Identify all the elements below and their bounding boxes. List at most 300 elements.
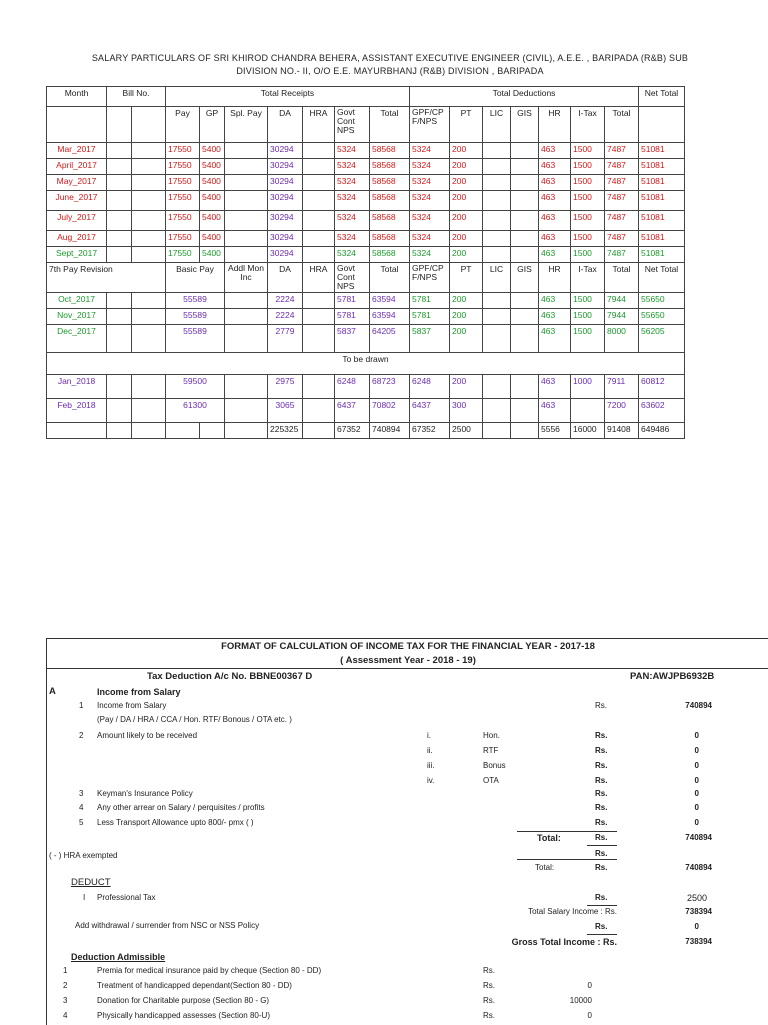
- sub-name: Bonus: [483, 761, 506, 770]
- ded-cell: 7200: [605, 399, 639, 423]
- table-row: [47, 293, 685, 309]
- bill-cell: [132, 231, 166, 247]
- ded-cell: 7487: [605, 143, 639, 159]
- gis-cell: [511, 293, 539, 309]
- sub-value: 0: [694, 746, 699, 755]
- income-salary-value: 740894: [685, 701, 712, 710]
- lic-cell: [483, 175, 511, 191]
- gpf-cell: 5837: [410, 325, 450, 353]
- table-row: [47, 325, 685, 353]
- hr-cell: 463: [539, 159, 571, 175]
- total-cell: 58568: [370, 175, 410, 191]
- bill-cell: [132, 399, 166, 423]
- ded-cell: 7487: [605, 231, 639, 247]
- rs-label: Rs.: [595, 701, 607, 710]
- total-salary-income-label: Total Salary Income : Rs.: [528, 907, 617, 916]
- rev-itax: I-Tax: [571, 263, 605, 293]
- hr-cell: 463: [539, 399, 571, 423]
- adm-text: Premia for medical insurance paid by cheque (Section 80 - DD): [97, 966, 322, 975]
- pt-cell: 200: [450, 375, 483, 399]
- gis-cell: [511, 211, 539, 231]
- net-cell: 56205: [639, 325, 685, 353]
- adm-value: 10000: [569, 996, 592, 1005]
- total-da: 225325: [268, 423, 303, 439]
- hdr-net: Net Total: [639, 87, 685, 107]
- basic-pay-cell: 55589: [166, 309, 225, 325]
- ded-cell: 7487: [605, 191, 639, 211]
- pt-cell: 200: [450, 191, 483, 211]
- gp-cell: 5400: [200, 231, 225, 247]
- bill-cell: [107, 159, 132, 175]
- hdr-pt: PT: [450, 107, 483, 143]
- hra-cell: [303, 231, 335, 247]
- rev-hra: HRA: [303, 263, 335, 293]
- ded-cell: 8000: [605, 325, 639, 353]
- gp-cell: 5400: [200, 247, 225, 263]
- table-row: [47, 309, 685, 325]
- item-no: 3: [79, 789, 84, 798]
- rs-label: Rs.: [595, 803, 608, 812]
- total1-value: 740894: [685, 833, 712, 842]
- add-withdrawal: Add withdrawal / surrender from NSC or NSS Policy: [75, 921, 260, 930]
- gpf-cell: 5324: [410, 159, 450, 175]
- pt-cell: 200: [450, 159, 483, 175]
- adm-no: 1: [63, 966, 68, 975]
- month-cell: Dec_2017: [47, 325, 107, 353]
- da-cell: 30294: [268, 211, 303, 231]
- bill-cell: [132, 175, 166, 191]
- hdr-hra: HRA: [303, 107, 335, 143]
- adm-text: Physically handicapped assesses (Section 80-U): [97, 1011, 270, 1020]
- hdr-bill: Bill No.: [107, 87, 166, 107]
- hdr-gp: GP: [200, 107, 225, 143]
- lic-cell: [483, 309, 511, 325]
- month-cell: June_2017: [47, 191, 107, 211]
- rev-addl: Addl Mon Inc: [225, 263, 268, 293]
- hra-cell: [303, 247, 335, 263]
- spl-cell: [225, 247, 268, 263]
- hra-cell: [303, 159, 335, 175]
- itax-cell: 1500: [571, 231, 605, 247]
- hr-cell: 463: [539, 231, 571, 247]
- hra-cell: [303, 293, 335, 309]
- title-line-1: SALARY PARTICULARS OF SRI KHIROD CHANDRA BEHERA, ASSISTANT EXECUTIVE ENGINEER (CIVIL), A.E.E. , BARIPADA (R&B) SUB: [91, 53, 689, 63]
- pt-cell: 200: [450, 211, 483, 231]
- lic-cell: [483, 143, 511, 159]
- hdr-spl: Spl. Pay: [225, 107, 268, 143]
- da-cell: 30294: [268, 159, 303, 175]
- net-cell: 51081: [639, 247, 685, 263]
- professional-tax-value: 2500: [686, 893, 707, 903]
- bill-cell: [132, 309, 166, 325]
- table-row: [47, 247, 685, 263]
- month-cell: Oct_2017: [47, 293, 107, 309]
- total-hr: 5556: [539, 423, 571, 439]
- gpf-cell: 6437: [410, 399, 450, 423]
- hdr-total: Total: [370, 107, 410, 143]
- addl-cell: [225, 375, 268, 399]
- total-cell: 63594: [370, 309, 410, 325]
- lic-cell: [483, 211, 511, 231]
- total-itax: 16000: [571, 423, 605, 439]
- ded-cell: 7944: [605, 309, 639, 325]
- sub-value: 0: [694, 776, 699, 785]
- revision-label: 7th Pay Revision: [47, 263, 166, 293]
- month-cell: July_2017: [47, 211, 107, 231]
- spl-cell: [225, 143, 268, 159]
- hr-cell: 463: [539, 293, 571, 309]
- net-cell: 55650: [639, 293, 685, 309]
- gp-cell: 5400: [200, 175, 225, 191]
- net-cell: 63602: [639, 399, 685, 423]
- gis-cell: [511, 143, 539, 159]
- table-row: [47, 143, 685, 159]
- income-salary-sub: (Pay / DA / HRA / CCA / Hon. RTF/ Bonous / OTA etc. ): [97, 715, 292, 724]
- gpf-cell: 5324: [410, 175, 450, 191]
- itax-cell: 1500: [571, 325, 605, 353]
- gpf-cell: 5781: [410, 293, 450, 309]
- da-cell: 30294: [268, 247, 303, 263]
- adm-text: Treatment of handicapped dependant(Section 80 - DD): [97, 981, 292, 990]
- total-pt: 2500: [450, 423, 483, 439]
- sub-name: RTF: [483, 746, 499, 755]
- table-row: [47, 375, 685, 399]
- lic-cell: [483, 247, 511, 263]
- gis-cell: [511, 309, 539, 325]
- month-cell: May_2017: [47, 175, 107, 191]
- gpf-cell: 5324: [410, 211, 450, 231]
- pay-cell: 17550: [166, 159, 200, 175]
- sub-roman: iv.: [427, 776, 435, 785]
- hra-cell: [303, 211, 335, 231]
- basic-pay-cell: 55589: [166, 325, 225, 353]
- spl-cell: [225, 211, 268, 231]
- total-cell: 64205: [370, 325, 410, 353]
- rs-label: Rs.: [483, 1011, 495, 1020]
- itax-cell: [571, 399, 605, 423]
- net-cell: 51081: [639, 159, 685, 175]
- hra-cell: [303, 143, 335, 159]
- rs-label: Rs.: [595, 818, 608, 827]
- itax-cell: 1500: [571, 309, 605, 325]
- lic-cell: [483, 325, 511, 353]
- to-be-drawn: To be drawn: [47, 353, 685, 375]
- deduction-admissible-heading: Deduction Admissible: [71, 952, 166, 962]
- bill-cell: [132, 211, 166, 231]
- addl-cell: [225, 309, 268, 325]
- sub-roman: iii.: [427, 761, 435, 770]
- itax-cell: 1500: [571, 211, 605, 231]
- sub-value: 0: [694, 731, 699, 740]
- rs-label: Rs.: [595, 833, 608, 842]
- item-no: 5: [79, 818, 84, 827]
- pay-cell: 17550: [166, 211, 200, 231]
- total-govt: 67352: [335, 423, 370, 439]
- rev-da: DA: [268, 263, 303, 293]
- gp-cell: 5400: [200, 143, 225, 159]
- da-cell: 30294: [268, 191, 303, 211]
- hdr-da: DA: [268, 107, 303, 143]
- total-gpf: 67352: [410, 423, 450, 439]
- pt-cell: 200: [450, 143, 483, 159]
- adm-no: 2: [63, 981, 68, 990]
- tax-form: [46, 638, 768, 1025]
- arrear-value: 0: [694, 803, 699, 812]
- total-net: 649486: [639, 423, 685, 439]
- ded-cell: 7487: [605, 175, 639, 191]
- bill-cell: [107, 231, 132, 247]
- item-no: 2: [79, 731, 84, 740]
- sub-value: 0: [694, 761, 699, 770]
- pt-cell: 200: [450, 231, 483, 247]
- govt-cell: 5324: [335, 175, 370, 191]
- ded-cell: 7944: [605, 293, 639, 309]
- pt-cell: 200: [450, 293, 483, 309]
- hr-cell: 463: [539, 309, 571, 325]
- salary-table: [46, 86, 685, 439]
- bill-cell: [107, 143, 132, 159]
- pt-cell: 200: [450, 309, 483, 325]
- total-cell: 58568: [370, 247, 410, 263]
- sub-name: Hon.: [483, 731, 500, 740]
- income-head: Income from Salary: [97, 687, 181, 697]
- gpf-cell: 5781: [410, 309, 450, 325]
- net-cell: 51081: [639, 191, 685, 211]
- adm-value: 0: [587, 981, 592, 990]
- month-cell: Nov_2017: [47, 309, 107, 325]
- total2-label: Total:: [535, 863, 555, 872]
- basic-pay-cell: 55589: [166, 293, 225, 309]
- govt-cell: 5324: [335, 159, 370, 175]
- net-cell: 51081: [639, 175, 685, 191]
- rs-label: Rs.: [595, 731, 608, 740]
- total-gross: 740894: [370, 423, 410, 439]
- total-cell: 58568: [370, 231, 410, 247]
- form-tan: Tax Deduction A/c No. BBNE00367 D: [147, 671, 313, 682]
- itax-cell: 1500: [571, 191, 605, 211]
- pay-cell: 17550: [166, 247, 200, 263]
- bill-cell: [132, 191, 166, 211]
- rs-label: Rs.: [595, 922, 608, 931]
- itax-cell: 1000: [571, 375, 605, 399]
- section-a: A: [49, 686, 56, 697]
- govt-cell: 5781: [335, 309, 370, 325]
- hr-cell: 463: [539, 247, 571, 263]
- total-cell: 70802: [370, 399, 410, 423]
- net-cell: 51081: [639, 211, 685, 231]
- rs-label: Rs.: [595, 863, 608, 872]
- hr-cell: 463: [539, 191, 571, 211]
- basic-pay-cell: 61300: [166, 399, 225, 423]
- spl-cell: [225, 175, 268, 191]
- gis-cell: [511, 159, 539, 175]
- govt-cell: 5324: [335, 143, 370, 159]
- hdr-gpf: GPF/CP F/NPS: [410, 107, 450, 143]
- total-salary-income-value: 738394: [685, 907, 712, 916]
- lic-cell: [483, 293, 511, 309]
- da-cell: 2975: [268, 375, 303, 399]
- table-row: [47, 231, 685, 247]
- gpf-cell: 5324: [410, 231, 450, 247]
- gis-cell: [511, 375, 539, 399]
- rev-hr: HR: [539, 263, 571, 293]
- pay-cell: 17550: [166, 191, 200, 211]
- rs-label: Rs.: [595, 849, 608, 858]
- rev-govt: Govt Cont NPS: [335, 263, 370, 293]
- total-cell: 68723: [370, 375, 410, 399]
- hra-cell: [303, 175, 335, 191]
- lic-cell: [483, 399, 511, 423]
- hdr-itax: I-Tax: [571, 107, 605, 143]
- bill-cell: [107, 325, 132, 353]
- lic-cell: [483, 375, 511, 399]
- deduct-heading: DEDUCT: [71, 877, 111, 888]
- da-cell: 3065: [268, 399, 303, 423]
- total-cell: 58568: [370, 159, 410, 175]
- govt-cell: 5781: [335, 293, 370, 309]
- rev-lic: LIC: [483, 263, 511, 293]
- keyman-policy: Keyman's Insurance Policy: [97, 789, 193, 798]
- hdr-lic: LIC: [483, 107, 511, 143]
- gis-cell: [511, 399, 539, 423]
- gis-cell: [511, 325, 539, 353]
- pt-cell: 200: [450, 325, 483, 353]
- form-pan: PAN:AWJPB6932B: [630, 671, 715, 682]
- total2-value: 740894: [685, 863, 712, 872]
- ded-cell: 7487: [605, 247, 639, 263]
- adm-no: 3: [63, 996, 68, 1005]
- hra-cell: [303, 309, 335, 325]
- gross-total-income-label: Gross Total Income : Rs.: [511, 937, 617, 947]
- bill-cell: [132, 143, 166, 159]
- item-no: I: [83, 893, 86, 902]
- da-cell: 30294: [268, 175, 303, 191]
- total-cell: 63594: [370, 293, 410, 309]
- sub-roman: i.: [427, 731, 431, 740]
- ded-cell: 7911: [605, 375, 639, 399]
- rev-basic: Basic Pay: [166, 263, 225, 293]
- arrear: Any other arrear on Salary / perquisites / profits: [97, 803, 265, 812]
- govt-cell: 5324: [335, 211, 370, 231]
- spl-cell: [225, 231, 268, 247]
- da-cell: 2224: [268, 293, 303, 309]
- rs-label: Rs.: [483, 981, 495, 990]
- month-cell: Aug_2017: [47, 231, 107, 247]
- hdr-ded-total: Total: [605, 107, 639, 143]
- gis-cell: [511, 231, 539, 247]
- total-ded: 91408: [605, 423, 639, 439]
- transport-allowance: Less Transport Allowance upto 800/- pmx ( ): [97, 818, 254, 827]
- adm-no: 4: [63, 1011, 68, 1020]
- rev-pt: PT: [450, 263, 483, 293]
- hra-exempted: ( - ) HRA exempted: [49, 851, 118, 860]
- gis-cell: [511, 175, 539, 191]
- ded-cell: 7487: [605, 211, 639, 231]
- net-cell: 51081: [639, 143, 685, 159]
- govt-cell: 5324: [335, 247, 370, 263]
- gpf-cell: 5324: [410, 143, 450, 159]
- hra-cell: [303, 325, 335, 353]
- item-no: 4: [79, 803, 84, 812]
- bill-cell: [107, 191, 132, 211]
- spl-cell: [225, 191, 268, 211]
- bill-cell: [107, 211, 132, 231]
- rs-label: Rs.: [595, 893, 608, 902]
- month-cell: Feb_2018: [47, 399, 107, 423]
- month-cell: April_2017: [47, 159, 107, 175]
- rev-total: Total: [370, 263, 410, 293]
- table-row: [47, 175, 685, 191]
- govt-cell: 5324: [335, 231, 370, 247]
- adm-value: 0: [587, 1011, 592, 1020]
- rev-gis: GIS: [511, 263, 539, 293]
- hr-cell: 463: [539, 375, 571, 399]
- adm-text: Donation for Charitable purpose (Section 80 - G): [97, 996, 270, 1005]
- da-cell: 30294: [268, 231, 303, 247]
- net-cell: 55650: [639, 309, 685, 325]
- da-cell: 30294: [268, 143, 303, 159]
- lic-cell: [483, 231, 511, 247]
- govt-cell: 6248: [335, 375, 370, 399]
- itax-cell: 1500: [571, 247, 605, 263]
- hdr-govt: Govt Cont NPS: [335, 107, 370, 143]
- hdr-receipts: Total Receipts: [166, 87, 410, 107]
- table-row: [47, 159, 685, 175]
- title-line-2: DIVISION NO.- II, O/O E.E. MAYURBHANJ (R&B) DIVISION , BARIPADA: [236, 66, 544, 76]
- itax-cell: 1500: [571, 143, 605, 159]
- da-cell: 2224: [268, 309, 303, 325]
- income-salary: Income from Salary: [97, 701, 167, 710]
- total-cell: 58568: [370, 191, 410, 211]
- govt-cell: 5324: [335, 191, 370, 211]
- ded-cell: 7487: [605, 159, 639, 175]
- gis-cell: [511, 191, 539, 211]
- rs-label: Rs.: [595, 789, 608, 798]
- hra-cell: [303, 399, 335, 423]
- bill-cell: [107, 175, 132, 191]
- month-cell: Sept_2017: [47, 247, 107, 263]
- table-row: [47, 399, 685, 423]
- gis-cell: [511, 247, 539, 263]
- hdr-pay: Pay: [166, 107, 200, 143]
- gross-total-income-value: 738394: [685, 937, 712, 946]
- total-cell: 58568: [370, 211, 410, 231]
- da-cell: 2779: [268, 325, 303, 353]
- table-row: [47, 191, 685, 211]
- itax-cell: 1500: [571, 293, 605, 309]
- pay-cell: 17550: [166, 175, 200, 191]
- itax-cell: 1500: [571, 159, 605, 175]
- form-heading: FORMAT OF CALCULATION OF INCOME TAX FOR THE FINANCIAL YEAR - 2017-18: [221, 641, 595, 652]
- hdr-month: Month: [47, 87, 107, 107]
- govt-cell: 6437: [335, 399, 370, 423]
- addl-cell: [225, 399, 268, 423]
- bill-cell: [107, 293, 132, 309]
- rs-label: Rs.: [595, 776, 608, 785]
- hr-cell: 463: [539, 211, 571, 231]
- gp-cell: 5400: [200, 191, 225, 211]
- itax-cell: 1500: [571, 175, 605, 191]
- bill-cell: [107, 247, 132, 263]
- hra-cell: [303, 191, 335, 211]
- add-value: 0: [694, 922, 699, 931]
- gpf-cell: 6248: [410, 375, 450, 399]
- bill-cell: [107, 309, 132, 325]
- hdr-hr: HR: [539, 107, 571, 143]
- pt-cell: 200: [450, 247, 483, 263]
- rev-net: Net Total: [639, 263, 685, 293]
- gpf-cell: 5324: [410, 191, 450, 211]
